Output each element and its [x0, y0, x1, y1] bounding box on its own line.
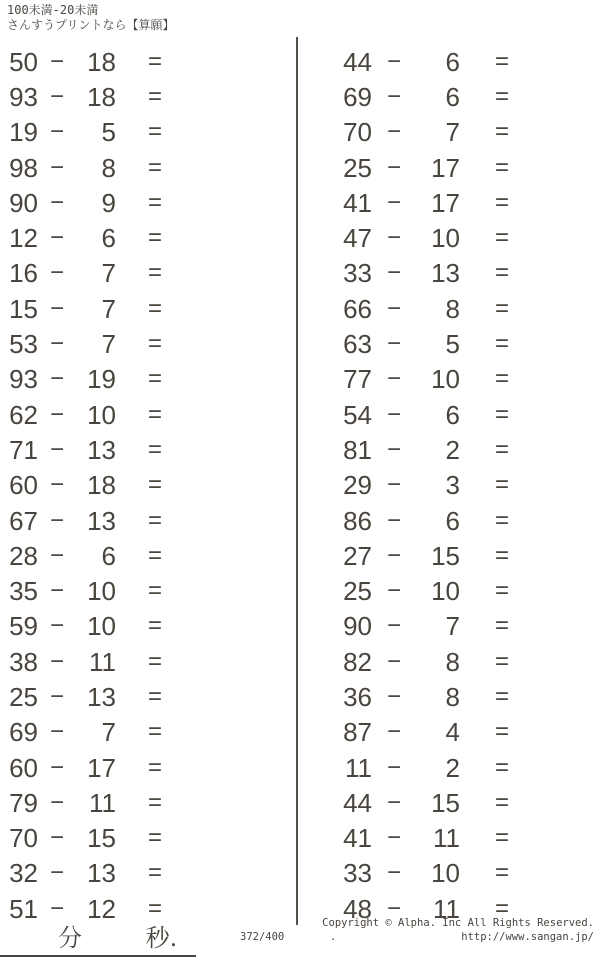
subtrahend: 10	[431, 576, 460, 607]
problem-row	[330, 785, 544, 820]
minuend: 54	[343, 399, 372, 430]
subtrahend: 13	[87, 681, 116, 712]
minuend: 44	[343, 787, 372, 818]
equals-sign: =	[147, 82, 162, 110]
minus-sign: −	[386, 259, 401, 287]
minuend: 70	[9, 823, 38, 854]
minus-sign: −	[386, 224, 401, 252]
equals-sign: =	[494, 577, 509, 605]
problem-row	[330, 79, 544, 114]
problem-row	[4, 679, 194, 714]
equals-sign: =	[494, 153, 509, 181]
subtrahend: 13	[87, 434, 116, 465]
header-range-title: 100未満-20未満	[7, 3, 99, 17]
equals-sign: =	[147, 682, 162, 710]
problem-row	[4, 150, 194, 185]
subtrahend: 8	[445, 293, 460, 324]
equals-sign: =	[494, 612, 509, 640]
minus-sign: −	[49, 647, 64, 675]
minuend: 15	[9, 293, 38, 324]
minuend: 60	[9, 752, 38, 783]
minuend: 77	[343, 364, 372, 395]
problem-row	[330, 750, 544, 785]
equals-sign: =	[494, 365, 509, 393]
subtrahend: 7	[445, 611, 460, 642]
minus-sign: −	[386, 330, 401, 358]
minus-sign: −	[49, 859, 64, 887]
equals-sign: =	[494, 894, 509, 922]
minus-sign: −	[386, 894, 401, 922]
subtrahend: 17	[431, 152, 460, 183]
minuend: 33	[343, 258, 372, 289]
minus-sign: −	[49, 188, 64, 216]
subtrahend: 15	[431, 787, 460, 818]
problem-row	[330, 291, 544, 326]
minuend: 63	[343, 329, 372, 360]
minuend: 11	[345, 752, 372, 783]
subtrahend: 7	[101, 717, 116, 748]
equals-sign: =	[147, 859, 162, 887]
minuend: 67	[9, 505, 38, 536]
subtrahend: 17	[87, 752, 116, 783]
problem-row	[330, 326, 544, 361]
minuend: 98	[9, 152, 38, 183]
subtrahend: 11	[89, 787, 116, 818]
minuend: 69	[9, 717, 38, 748]
problem-row	[4, 432, 194, 467]
minuend: 32	[9, 858, 38, 889]
subtrahend: 19	[87, 364, 116, 395]
equals-sign: =	[494, 82, 509, 110]
subtrahend: 15	[87, 823, 116, 854]
minus-sign: −	[386, 788, 401, 816]
minus-sign: −	[386, 365, 401, 393]
subtrahend: 9	[101, 187, 116, 218]
equals-sign: =	[147, 259, 162, 287]
problem-row	[4, 256, 194, 291]
minus-sign: −	[386, 506, 401, 534]
minuend: 19	[9, 117, 38, 148]
equals-sign: =	[147, 47, 162, 75]
subtrahend: 18	[87, 81, 116, 112]
equals-sign: =	[147, 718, 162, 746]
equals-sign: =	[147, 753, 162, 781]
problem-row	[4, 220, 194, 255]
minus-sign: −	[49, 153, 64, 181]
minuend: 79	[9, 787, 38, 818]
subtrahend: 11	[89, 646, 116, 677]
subtrahend: 18	[87, 470, 116, 501]
problem-row	[4, 573, 194, 608]
minus-sign: −	[386, 541, 401, 569]
problem-row	[4, 785, 194, 820]
minuend: 41	[343, 823, 372, 854]
subtrahend: 4	[445, 717, 460, 748]
problem-row	[4, 609, 194, 644]
equals-sign: =	[147, 153, 162, 181]
problem-row	[330, 856, 544, 891]
minus-sign: −	[386, 47, 401, 75]
minuend: 90	[343, 611, 372, 642]
minuend: 35	[9, 576, 38, 607]
minus-sign: −	[386, 612, 401, 640]
equals-sign: =	[494, 330, 509, 358]
subtrahend: 8	[445, 646, 460, 677]
subtrahend: 5	[445, 329, 460, 360]
minus-sign: −	[49, 330, 64, 358]
problem-row	[4, 291, 194, 326]
problem-row	[330, 821, 544, 856]
seconds-label: 秒.	[145, 924, 178, 952]
problem-row	[330, 185, 544, 220]
problem-row	[4, 115, 194, 150]
minus-sign: −	[49, 471, 64, 499]
minuend: 59	[9, 611, 38, 642]
problem-row	[330, 644, 544, 679]
minuend: 87	[343, 717, 372, 748]
subtrahend: 6	[445, 81, 460, 112]
subtrahend: 10	[87, 576, 116, 607]
minus-sign: −	[386, 824, 401, 852]
minus-sign: −	[386, 753, 401, 781]
equals-sign: =	[494, 718, 509, 746]
equals-sign: =	[494, 506, 509, 534]
minuend: 82	[343, 646, 372, 677]
subtrahend: 6	[101, 223, 116, 254]
equals-sign: =	[147, 788, 162, 816]
subtrahend: 8	[445, 681, 460, 712]
equals-sign: =	[147, 400, 162, 428]
equals-sign: =	[494, 753, 509, 781]
equals-sign: =	[147, 647, 162, 675]
equals-sign: =	[147, 894, 162, 922]
minuend: 25	[343, 152, 372, 183]
problem-row	[4, 79, 194, 114]
subtrahend: 7	[101, 258, 116, 289]
equals-sign: =	[147, 824, 162, 852]
minus-sign: −	[49, 824, 64, 852]
equals-sign: =	[147, 541, 162, 569]
equals-sign: =	[494, 188, 509, 216]
minus-sign: −	[49, 682, 64, 710]
equals-sign: =	[147, 471, 162, 499]
problem-row	[330, 679, 544, 714]
subtrahend: 13	[431, 258, 460, 289]
minus-sign: −	[49, 788, 64, 816]
subtrahend: 6	[445, 46, 460, 77]
minus-sign: −	[49, 294, 64, 322]
minuend: 25	[343, 576, 372, 607]
minuend: 41	[343, 187, 372, 218]
subtrahend: 6	[445, 399, 460, 430]
subtrahend: 18	[87, 46, 116, 77]
minus-sign: −	[386, 82, 401, 110]
minuend: 62	[9, 399, 38, 430]
problem-row	[330, 220, 544, 255]
column-divider	[296, 37, 298, 925]
subtrahend: 12	[87, 893, 116, 924]
minus-sign: −	[49, 435, 64, 463]
equals-sign: =	[147, 224, 162, 252]
problem-row	[330, 362, 544, 397]
minus-sign: −	[386, 153, 401, 181]
minuend: 25	[9, 681, 38, 712]
equals-sign: =	[147, 435, 162, 463]
subtrahend: 13	[87, 505, 116, 536]
minus-sign: −	[49, 118, 64, 146]
subtrahend: 3	[445, 470, 460, 501]
equals-sign: =	[494, 647, 509, 675]
minus-sign: −	[386, 577, 401, 605]
subtrahend: 15	[431, 540, 460, 571]
minus-sign: −	[386, 471, 401, 499]
subtrahend: 6	[445, 505, 460, 536]
problem-row	[330, 150, 544, 185]
minuend: 33	[343, 858, 372, 889]
minuend: 90	[9, 187, 38, 218]
equals-sign: =	[147, 118, 162, 146]
minus-sign: −	[386, 859, 401, 887]
equals-sign: =	[494, 435, 509, 463]
minus-sign: −	[49, 224, 64, 252]
minuend: 70	[343, 117, 372, 148]
equals-sign: =	[494, 400, 509, 428]
worksheet-header	[7, 3, 175, 33]
minus-sign: −	[49, 718, 64, 746]
problem-row	[4, 44, 194, 79]
equals-sign: =	[494, 294, 509, 322]
subtrahend: 13	[87, 858, 116, 889]
minus-sign: −	[49, 259, 64, 287]
minus-sign: −	[49, 753, 64, 781]
minuend: 86	[343, 505, 372, 536]
subtrahend: 2	[445, 752, 460, 783]
subtrahend: 8	[101, 152, 116, 183]
subtrahend: 10	[431, 858, 460, 889]
problem-row	[330, 503, 544, 538]
minutes-label: 分	[58, 924, 82, 952]
minuend: 50	[9, 46, 38, 77]
minuend: 71	[9, 434, 38, 465]
problem-row	[4, 397, 194, 432]
minuend: 93	[9, 81, 38, 112]
problem-row	[330, 538, 544, 573]
footer-second-line	[230, 930, 594, 944]
minuend: 51	[9, 893, 38, 924]
minus-sign: −	[49, 47, 64, 75]
problem-row	[330, 432, 544, 467]
subtrahend: 7	[101, 329, 116, 360]
minus-sign: −	[49, 365, 64, 393]
problem-row	[330, 573, 544, 608]
equals-sign: =	[494, 541, 509, 569]
subtrahend: 10	[431, 364, 460, 395]
problem-column-right	[330, 44, 544, 926]
subtrahend: 11	[433, 893, 460, 924]
minus-sign: −	[386, 188, 401, 216]
minuend: 38	[9, 646, 38, 677]
minuend: 36	[343, 681, 372, 712]
subtrahend: 17	[431, 187, 460, 218]
page-number: 372/400	[240, 931, 285, 943]
subtrahend: 10	[87, 611, 116, 642]
equals-sign: =	[494, 788, 509, 816]
problem-row	[4, 750, 194, 785]
equals-sign: =	[494, 682, 509, 710]
subtrahend: 5	[101, 117, 116, 148]
minuend: 81	[343, 434, 372, 465]
equals-sign: =	[494, 471, 509, 499]
problem-row	[330, 715, 544, 750]
equals-sign: =	[494, 859, 509, 887]
minus-sign: −	[49, 577, 64, 605]
subtrahend: 10	[431, 223, 460, 254]
equals-sign: =	[494, 224, 509, 252]
problem-row	[330, 44, 544, 79]
header-site-title: さんすうプリントなら【算願】	[7, 18, 175, 32]
problem-row	[330, 115, 544, 150]
footer-dot: .	[330, 931, 337, 943]
equals-sign: =	[494, 259, 509, 287]
minus-sign: −	[49, 612, 64, 640]
minus-sign: −	[386, 118, 401, 146]
minuend: 53	[9, 329, 38, 360]
subtrahend: 7	[445, 117, 460, 148]
minus-sign: −	[386, 400, 401, 428]
minus-sign: −	[49, 541, 64, 569]
problem-row	[330, 609, 544, 644]
time-answer-line	[0, 921, 196, 957]
minus-sign: −	[386, 647, 401, 675]
minuend: 66	[343, 293, 372, 324]
problem-row	[4, 326, 194, 361]
minus-sign: −	[49, 506, 64, 534]
minuend: 27	[343, 540, 372, 571]
problem-row	[4, 821, 194, 856]
subtrahend: 10	[87, 399, 116, 430]
equals-sign: =	[494, 118, 509, 146]
problem-row	[4, 185, 194, 220]
minuend: 93	[9, 364, 38, 395]
minuend: 69	[343, 81, 372, 112]
footer	[230, 916, 594, 944]
problem-row	[330, 468, 544, 503]
copyright-text: Copyright © Alpha. Inc All Rights Reserved.	[322, 917, 594, 929]
subtrahend: 6	[101, 540, 116, 571]
equals-sign: =	[147, 365, 162, 393]
minuend: 60	[9, 470, 38, 501]
minuend: 48	[343, 893, 372, 924]
equals-sign: =	[494, 824, 509, 852]
equals-sign: =	[147, 506, 162, 534]
equals-sign: =	[147, 330, 162, 358]
minuend: 47	[343, 223, 372, 254]
site-url: http://www.sangan.jp/	[461, 931, 594, 943]
problem-row	[4, 362, 194, 397]
minuend: 12	[9, 223, 38, 254]
equals-sign: =	[494, 47, 509, 75]
minuend: 16	[9, 258, 38, 289]
equals-sign: =	[147, 188, 162, 216]
subtrahend: 2	[445, 434, 460, 465]
minus-sign: −	[386, 435, 401, 463]
equals-sign: =	[147, 294, 162, 322]
minus-sign: −	[49, 82, 64, 110]
minuend: 28	[9, 540, 38, 571]
problem-row	[4, 644, 194, 679]
minus-sign: −	[49, 400, 64, 428]
minuend: 29	[343, 470, 372, 501]
minus-sign: −	[386, 294, 401, 322]
subtrahend: 11	[433, 823, 460, 854]
subtrahend: 7	[101, 293, 116, 324]
problem-row	[330, 397, 544, 432]
minus-sign: −	[386, 682, 401, 710]
minus-sign: −	[49, 894, 64, 922]
minuend: 44	[343, 46, 372, 77]
problem-column-left	[4, 44, 194, 926]
problem-row	[4, 538, 194, 573]
equals-sign: =	[147, 612, 162, 640]
problem-row	[4, 856, 194, 891]
minus-sign: −	[386, 718, 401, 746]
equals-sign: =	[147, 577, 162, 605]
problem-row	[4, 715, 194, 750]
problem-row	[330, 256, 544, 291]
problem-row	[4, 503, 194, 538]
problem-row	[4, 468, 194, 503]
